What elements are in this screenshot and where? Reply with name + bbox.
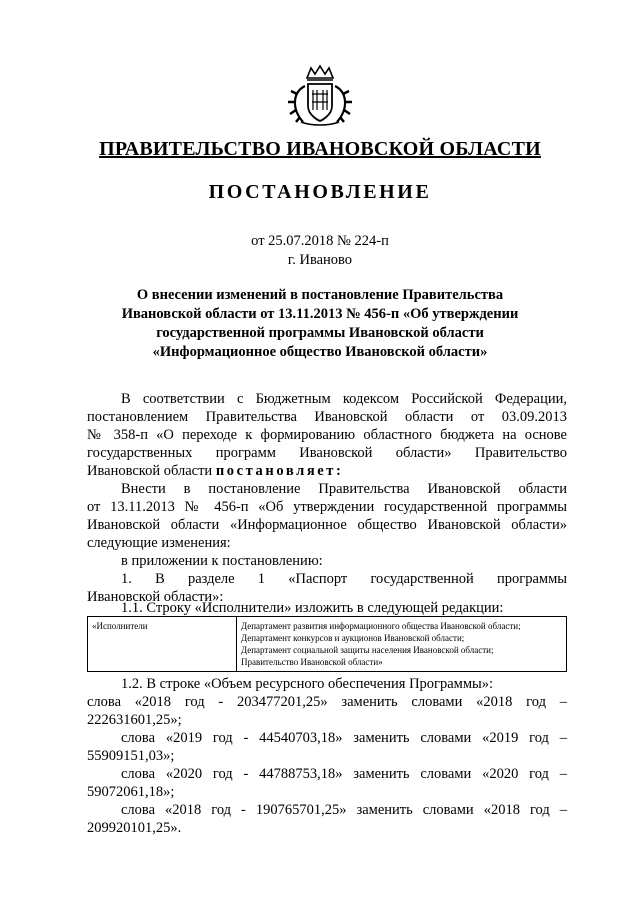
heading-line: О внесении изменений в постановление Правительства [136,287,504,303]
body-line: Внести в постановление Правительства Ивановской области [121,481,567,497]
body-line: слова «2020 год - 44788753,18» заменить словами «2020 год – [121,766,567,782]
body-line: постановлением Правительства Ивановской области от 03.09.2013 [87,409,567,425]
document-city: г. Иваново [287,252,353,268]
body-line: слова «2019 год - 44540703,18» заменить словами «2019 год – [121,730,567,746]
body-line: 55909151,03»; [87,748,175,764]
body-line: 209920101,25». [87,820,182,836]
body-line: государственных программ Ивановской области» Правительство [87,445,567,461]
resolves-word: постановляет: [215,463,344,479]
table-value-line: Департамент развития информационного общества Ивановской области; [241,621,521,631]
heading-line: «Информационное общество Ивановской области» [152,344,488,360]
body-line: 222631601,25»; [87,712,182,728]
heading-line: государственной программы Ивановской области [156,325,484,341]
document-heading [60,286,580,362]
table-value-cell [237,617,567,672]
body-line: 59072061,18»; [87,784,175,800]
table-label-cell: «Исполнители [88,617,237,672]
table-row [88,617,567,672]
table-value-line: Департамент социальной защиты населения Ивановской области; [241,645,494,655]
body-text: Ивановской области [87,463,213,479]
body-line: следующие изменения: [87,535,231,551]
table-value-line: Департамент конкурсов и аукционов Ивановской области; [241,633,465,643]
body-line: от 13.11.2013 № 456-п «Об утверждении государственной программы [87,499,567,515]
body-line: 1. В разделе 1 «Паспорт государственной программы [121,571,567,587]
body-line: Ивановской области «Информационное общество Ивановской области» [87,517,567,533]
table-value-line: Правительство Ивановской области» [241,657,383,667]
body-line: 1.2. В строке «Объем ресурсного обеспечения Программы»: [121,676,494,692]
body-line: слова «2018 год - 203477201,25» заменить словами «2018 год – [87,694,567,710]
body-line: в приложении к постановлению: [121,553,323,569]
document-date-number: от 25.07.2018 № 224-п [251,233,389,249]
body-line: Ивановской области»: [87,589,224,605]
heading-line: Ивановской области от 13.11.2013 № 456-п «Об утверждении [121,306,519,322]
body-line: № 358-п «О переходе к формированию областного бюджета на основе [87,427,567,443]
document-type: ПОСТАНОВЛЕНИЕ [208,181,432,203]
body-line [87,462,567,480]
body-line: 1.1. Строку «Исполнители» изложить в следующей редакции: [121,600,504,616]
body-line: В соответствии с Бюджетным кодексом Российской Федерации, [121,391,567,407]
executors-table [87,616,567,672]
coat-of-arms-emblem [287,64,353,128]
body-line: слова «2018 год - 190765701,25» заменить словами «2018 год – [121,802,567,818]
organization-title: ПРАВИТЕЛЬСТВО ИВАНОВСКОЙ ОБЛАСТИ [99,138,541,160]
